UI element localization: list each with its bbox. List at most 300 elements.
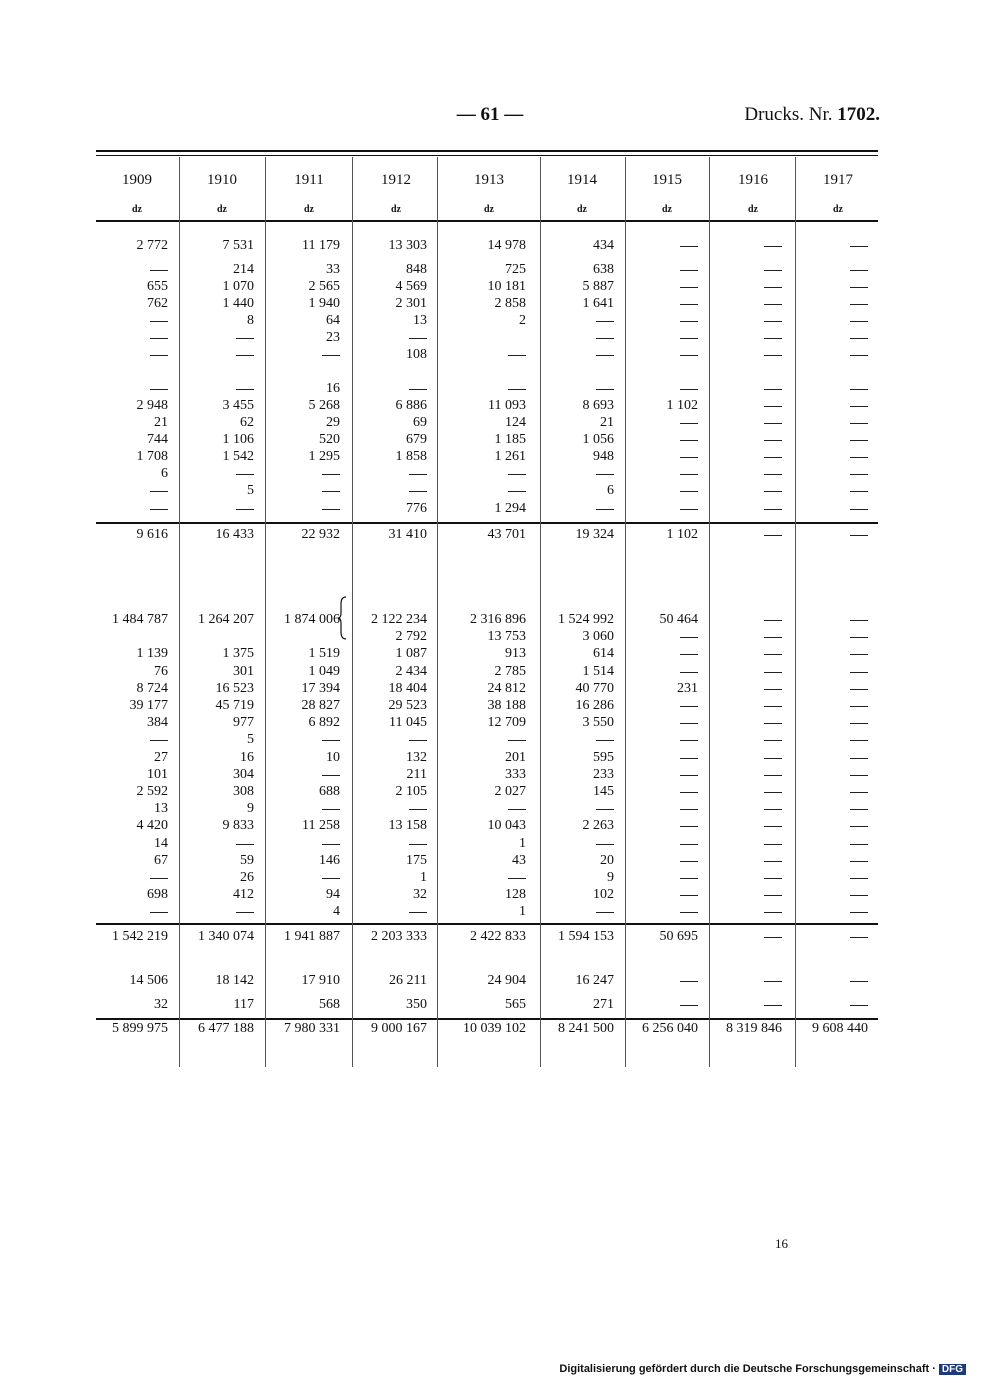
- table-cell: 43: [512, 853, 526, 868]
- dash-mark: [236, 509, 254, 510]
- table-cell: 101: [147, 767, 168, 782]
- table-cell: 11 179: [302, 238, 340, 253]
- dash-mark: [680, 775, 698, 776]
- table-cell: 28 827: [301, 698, 340, 713]
- table-cell: 32: [413, 887, 427, 902]
- dash-mark: [680, 287, 698, 288]
- table-cell: 1 087: [395, 646, 427, 661]
- dash-mark: [850, 406, 868, 407]
- table-cell: 9: [607, 870, 614, 885]
- dash-mark: [764, 637, 782, 638]
- dash-mark: [850, 723, 868, 724]
- dash-mark: [150, 912, 168, 913]
- dash-mark: [680, 792, 698, 793]
- column-separator: [795, 157, 796, 1067]
- table-cell: 5: [247, 732, 254, 747]
- table-cell: 10 043: [487, 818, 526, 833]
- table-cell: 1 264 207: [198, 612, 254, 627]
- dash-mark: [508, 355, 526, 356]
- dash-mark: [850, 706, 868, 707]
- dash-mark: [764, 706, 782, 707]
- table-cell: 9: [247, 801, 254, 816]
- dash-mark: [680, 895, 698, 896]
- table-cell: 64: [326, 313, 340, 328]
- table-cell: 124: [505, 415, 526, 430]
- table-cell: 4: [333, 904, 340, 919]
- dash-mark: [680, 912, 698, 913]
- table-cell: 2 592: [136, 784, 168, 799]
- dash-mark: [764, 672, 782, 673]
- dash-mark: [680, 1005, 698, 1006]
- dash-mark: [680, 826, 698, 827]
- table-cell: 2 434: [395, 664, 427, 679]
- table-cell: 2 565: [308, 279, 340, 294]
- dash-mark: [850, 338, 868, 339]
- dash-mark: [764, 535, 782, 536]
- dash-mark: [850, 246, 868, 247]
- unit-label: dz: [577, 204, 587, 215]
- dash-mark: [680, 457, 698, 458]
- table-cell: 6: [607, 483, 614, 498]
- dash-mark: [596, 338, 614, 339]
- table-cell: 4 420: [136, 818, 168, 833]
- table-cell: 2 772: [136, 238, 168, 253]
- total-cell: 16 433: [215, 527, 254, 542]
- dash-mark: [764, 491, 782, 492]
- table-cell: 304: [233, 767, 254, 782]
- table-cell: 5 268: [308, 398, 340, 413]
- table-cell: 1 641: [582, 296, 614, 311]
- dash-mark: [508, 740, 526, 741]
- dash-mark: [850, 844, 868, 845]
- dash-mark: [322, 809, 340, 810]
- table-cell: 5: [247, 483, 254, 498]
- table-cell: 520: [319, 432, 340, 447]
- dash-mark: [850, 672, 868, 673]
- table-cell: 1 542: [222, 449, 254, 464]
- table-cell: 21: [154, 415, 168, 430]
- table-cell: 1 049: [308, 664, 340, 679]
- total-cell: 22 932: [301, 527, 340, 542]
- table-cell: 23: [326, 330, 340, 345]
- dash-mark: [850, 740, 868, 741]
- table-cell: 8: [247, 313, 254, 328]
- dash-mark: [680, 321, 698, 322]
- table-cell: 2: [519, 313, 526, 328]
- top-double-rule: [96, 150, 878, 152]
- unit-label: dz: [132, 204, 142, 215]
- table-cell: 29: [326, 415, 340, 430]
- dash-mark: [850, 937, 868, 938]
- year-header: 1912: [381, 172, 411, 188]
- table-cell: 24 904: [487, 973, 526, 988]
- table-cell: 24 812: [487, 681, 526, 696]
- table-cell: 11 258: [302, 818, 340, 833]
- table-cell: 333: [505, 767, 526, 782]
- grand-total-cell: 6 477 188: [198, 1021, 254, 1036]
- table-cell: 11 093: [488, 398, 526, 413]
- table-cell: 1 261: [494, 449, 526, 464]
- dash-mark: [850, 440, 868, 441]
- sheet-number: 16: [775, 1236, 788, 1251]
- table-cell: 38 188: [487, 698, 526, 713]
- dash-mark: [850, 861, 868, 862]
- table-cell: 2 263: [582, 818, 614, 833]
- table-cell: 6 892: [308, 715, 340, 730]
- table-cell: 913: [505, 646, 526, 661]
- grand-total-cell: 6 256 040: [642, 1021, 698, 1036]
- table-cell: 977: [233, 715, 254, 730]
- table-cell: 412: [233, 887, 254, 902]
- dash-mark: [764, 355, 782, 356]
- dash-mark: [850, 826, 868, 827]
- total-cell: 1 594 153: [558, 929, 614, 944]
- dash-mark: [764, 981, 782, 982]
- table-cell: 10: [326, 750, 340, 765]
- table-cell: 434: [593, 238, 614, 253]
- dash-mark: [508, 389, 526, 390]
- table-cell: 8 693: [582, 398, 614, 413]
- table-cell: 848: [406, 262, 427, 277]
- table-cell: 762: [147, 296, 168, 311]
- table-cell: 16 523: [215, 681, 254, 696]
- dash-mark: [764, 723, 782, 724]
- dash-mark: [850, 792, 868, 793]
- dash-mark: [322, 491, 340, 492]
- dash-mark: [680, 389, 698, 390]
- total-cell: 1 941 887: [284, 929, 340, 944]
- table-cell: 8 724: [136, 681, 168, 696]
- dash-mark: [596, 912, 614, 913]
- dash-mark: [596, 355, 614, 356]
- dash-mark: [680, 844, 698, 845]
- dash-mark: [680, 246, 698, 247]
- table-cell: 2 316 896: [470, 612, 526, 627]
- dash-mark: [322, 844, 340, 845]
- dash-mark: [764, 287, 782, 288]
- table-cell: 1 440: [222, 296, 254, 311]
- dash-mark: [764, 457, 782, 458]
- unit-label: dz: [833, 204, 843, 215]
- section1-total-rule: [96, 522, 878, 524]
- dash-mark: [850, 1005, 868, 1006]
- table-cell: 16 247: [575, 973, 614, 988]
- dash-mark: [236, 355, 254, 356]
- total-cell: 43 701: [487, 527, 526, 542]
- dash-mark: [680, 304, 698, 305]
- top-rule: [96, 155, 878, 156]
- table-cell: 17 394: [301, 681, 340, 696]
- unit-label: dz: [217, 204, 227, 215]
- dash-mark: [850, 491, 868, 492]
- table-cell: 11 045: [389, 715, 427, 730]
- dash-mark: [850, 287, 868, 288]
- dash-mark: [764, 826, 782, 827]
- dash-mark: [850, 321, 868, 322]
- table-cell: 201: [505, 750, 526, 765]
- table-cell: 67: [154, 853, 168, 868]
- dash-mark: [680, 809, 698, 810]
- dash-mark: [764, 304, 782, 305]
- dash-mark: [850, 637, 868, 638]
- table-cell: 1 484 787: [112, 612, 168, 627]
- dash-mark: [596, 389, 614, 390]
- table-cell: 108: [406, 347, 427, 362]
- table-cell: 2 948: [136, 398, 168, 413]
- table-cell: 2 122 234: [371, 612, 427, 627]
- table-cell: 6: [161, 466, 168, 481]
- table-cell: 1 519: [308, 646, 340, 661]
- table-cell: 39 177: [129, 698, 168, 713]
- dash-mark: [150, 338, 168, 339]
- dash-mark: [850, 981, 868, 982]
- dash-mark: [680, 706, 698, 707]
- dash-mark: [596, 809, 614, 810]
- table-cell: 655: [147, 279, 168, 294]
- table-cell: 1 708: [136, 449, 168, 464]
- table-cell: 14 978: [487, 238, 526, 253]
- dash-mark: [764, 809, 782, 810]
- table-cell: 638: [593, 262, 614, 277]
- table-cell: 128: [505, 887, 526, 902]
- table-cell: 1 106: [222, 432, 254, 447]
- dash-mark: [764, 937, 782, 938]
- dash-mark: [850, 355, 868, 356]
- grand-total-cell: 10 039 102: [463, 1021, 526, 1036]
- table-cell: 17 910: [301, 973, 340, 988]
- grand-total-cell: 5 899 975: [112, 1021, 168, 1036]
- unit-label: dz: [304, 204, 314, 215]
- table-cell: 1 139: [136, 646, 168, 661]
- dash-mark: [764, 474, 782, 475]
- table-cell: 20: [600, 853, 614, 868]
- table-cell: 12 709: [487, 715, 526, 730]
- total-cell: 2 203 333: [371, 929, 427, 944]
- dash-mark: [680, 672, 698, 673]
- dash-mark: [764, 895, 782, 896]
- page-number: — 61 —: [456, 104, 524, 125]
- dash-mark: [764, 338, 782, 339]
- dash-mark: [150, 509, 168, 510]
- table-cell: 614: [593, 646, 614, 661]
- table-cell: 146: [319, 853, 340, 868]
- table-cell: 595: [593, 750, 614, 765]
- table-cell: 16: [326, 381, 340, 396]
- dash-mark: [764, 844, 782, 845]
- dash-mark: [764, 440, 782, 441]
- dash-mark: [508, 474, 526, 475]
- table-cell: 33: [326, 262, 340, 277]
- dash-mark: [764, 406, 782, 407]
- table-cell: 13 753: [487, 629, 526, 644]
- table-cell: 5 887: [582, 279, 614, 294]
- dash-mark: [764, 509, 782, 510]
- grand-total-cell: 9 000 167: [371, 1021, 427, 1036]
- table-cell: 1: [420, 870, 427, 885]
- table-cell: 1 874 006: [284, 612, 340, 627]
- dash-mark: [680, 723, 698, 724]
- dash-mark: [850, 474, 868, 475]
- table-cell: 1 514: [582, 664, 614, 679]
- table-cell: 76: [154, 664, 168, 679]
- table-cell: 2 301: [395, 296, 427, 311]
- dash-mark: [409, 740, 427, 741]
- dash-mark: [764, 740, 782, 741]
- table-cell: 21: [600, 415, 614, 430]
- table-cell: 350: [406, 997, 427, 1012]
- dash-mark: [850, 895, 868, 896]
- table-cell: 2 792: [395, 629, 427, 644]
- dash-mark: [150, 355, 168, 356]
- dash-mark: [322, 740, 340, 741]
- print-reference-prefix: Drucks. Nr.: [744, 104, 833, 125]
- dash-mark: [764, 246, 782, 247]
- dash-mark: [850, 304, 868, 305]
- dash-mark: [409, 389, 427, 390]
- table-cell: 13: [413, 313, 427, 328]
- dash-mark: [764, 654, 782, 655]
- dash-mark: [680, 440, 698, 441]
- dash-mark: [409, 338, 427, 339]
- dash-mark: [409, 474, 427, 475]
- dash-mark: [680, 758, 698, 759]
- table-cell: 2 785: [494, 664, 526, 679]
- table-cell: 3 455: [222, 398, 254, 413]
- total-cell: 1 340 074: [198, 929, 254, 944]
- dash-mark: [680, 355, 698, 356]
- dash-mark: [596, 474, 614, 475]
- table-cell: 102: [593, 887, 614, 902]
- table-cell: 211: [406, 767, 427, 782]
- table-cell: 1: [519, 836, 526, 851]
- total-cell: 50 695: [659, 929, 698, 944]
- dash-mark: [850, 758, 868, 759]
- table-cell: 1 070: [222, 279, 254, 294]
- dash-mark: [850, 620, 868, 621]
- year-header: 1913: [474, 172, 504, 188]
- dash-mark: [850, 654, 868, 655]
- table-cell: 14: [154, 836, 168, 851]
- table-cell: 271: [593, 997, 614, 1012]
- print-reference-number: 1702.: [837, 104, 880, 125]
- dash-mark: [680, 509, 698, 510]
- year-header: 1911: [294, 172, 324, 188]
- table-cell: 26: [240, 870, 254, 885]
- dash-mark: [764, 689, 782, 690]
- table-cell: 3 060: [582, 629, 614, 644]
- total-cell: 1 102: [666, 527, 698, 542]
- table-cell: 13: [154, 801, 168, 816]
- dash-mark: [596, 509, 614, 510]
- dash-mark: [764, 423, 782, 424]
- dash-mark: [680, 981, 698, 982]
- unit-label: dz: [748, 204, 758, 215]
- year-header: 1917: [823, 172, 853, 188]
- table-cell: 776: [406, 501, 427, 516]
- table-cell: 4 569: [395, 279, 427, 294]
- dash-mark: [764, 1005, 782, 1006]
- dash-mark: [850, 423, 868, 424]
- table-cell: 2 027: [494, 784, 526, 799]
- dash-mark: [764, 792, 782, 793]
- table-cell: 744: [147, 432, 168, 447]
- dash-mark: [764, 878, 782, 879]
- dash-mark: [764, 912, 782, 913]
- table-cell: 384: [147, 715, 168, 730]
- grand-total-cell: 8 241 500: [558, 1021, 614, 1036]
- table-cell: 568: [319, 997, 340, 1012]
- dash-mark: [236, 844, 254, 845]
- table-cell: 1 294: [494, 501, 526, 516]
- dash-mark: [680, 740, 698, 741]
- dash-mark: [409, 491, 427, 492]
- table-cell: 26 211: [389, 973, 427, 988]
- digitization-footer: [559, 1363, 966, 1375]
- dash-mark: [850, 389, 868, 390]
- table-cell: 308: [233, 784, 254, 799]
- table-cell: 1 185: [494, 432, 526, 447]
- table-cell: 32: [154, 997, 168, 1012]
- grand-total-cell: 7 980 331: [284, 1021, 340, 1036]
- table-cell: 948: [593, 449, 614, 464]
- grand-total-cell: 8 319 846: [726, 1021, 782, 1036]
- table-cell: 231: [677, 681, 698, 696]
- table-cell: 688: [319, 784, 340, 799]
- table-cell: 1 056: [582, 432, 614, 447]
- table-cell: 16: [240, 750, 254, 765]
- header-rule: [96, 220, 878, 222]
- table-cell: 1 940: [308, 296, 340, 311]
- year-header: 1916: [738, 172, 768, 188]
- grand-total-rule: [96, 1018, 878, 1020]
- table-cell: 233: [593, 767, 614, 782]
- unit-label: dz: [484, 204, 494, 215]
- table-cell: 1 858: [395, 449, 427, 464]
- column-separator: [709, 157, 710, 1067]
- dash-mark: [764, 270, 782, 271]
- table-cell: 13 303: [388, 238, 427, 253]
- table-cell: 45 719: [215, 698, 254, 713]
- table-cell: 2 858: [494, 296, 526, 311]
- dash-mark: [322, 474, 340, 475]
- dash-mark: [764, 775, 782, 776]
- table-cell: 62: [240, 415, 254, 430]
- table-cell: 117: [233, 997, 254, 1012]
- unit-label: dz: [391, 204, 401, 215]
- dash-mark: [850, 509, 868, 510]
- table-cell: 10 181: [487, 279, 526, 294]
- table-cell: 1 524 992: [558, 612, 614, 627]
- dash-mark: [236, 474, 254, 475]
- dash-mark: [850, 689, 868, 690]
- dash-mark: [680, 338, 698, 339]
- brace-mark: [338, 596, 348, 640]
- dash-mark: [680, 270, 698, 271]
- year-header: 1915: [652, 172, 682, 188]
- table-cell: 27: [154, 750, 168, 765]
- table-cell: 1 102: [666, 398, 698, 413]
- dash-mark: [596, 844, 614, 845]
- table-cell: 698: [147, 887, 168, 902]
- dash-mark: [764, 620, 782, 621]
- table-cell: 6 886: [395, 398, 427, 413]
- year-header: 1910: [207, 172, 237, 188]
- table-cell: 301: [233, 664, 254, 679]
- dash-mark: [680, 474, 698, 475]
- table-cell: 2 105: [395, 784, 427, 799]
- table-cell: 1 295: [308, 449, 340, 464]
- dash-mark: [680, 491, 698, 492]
